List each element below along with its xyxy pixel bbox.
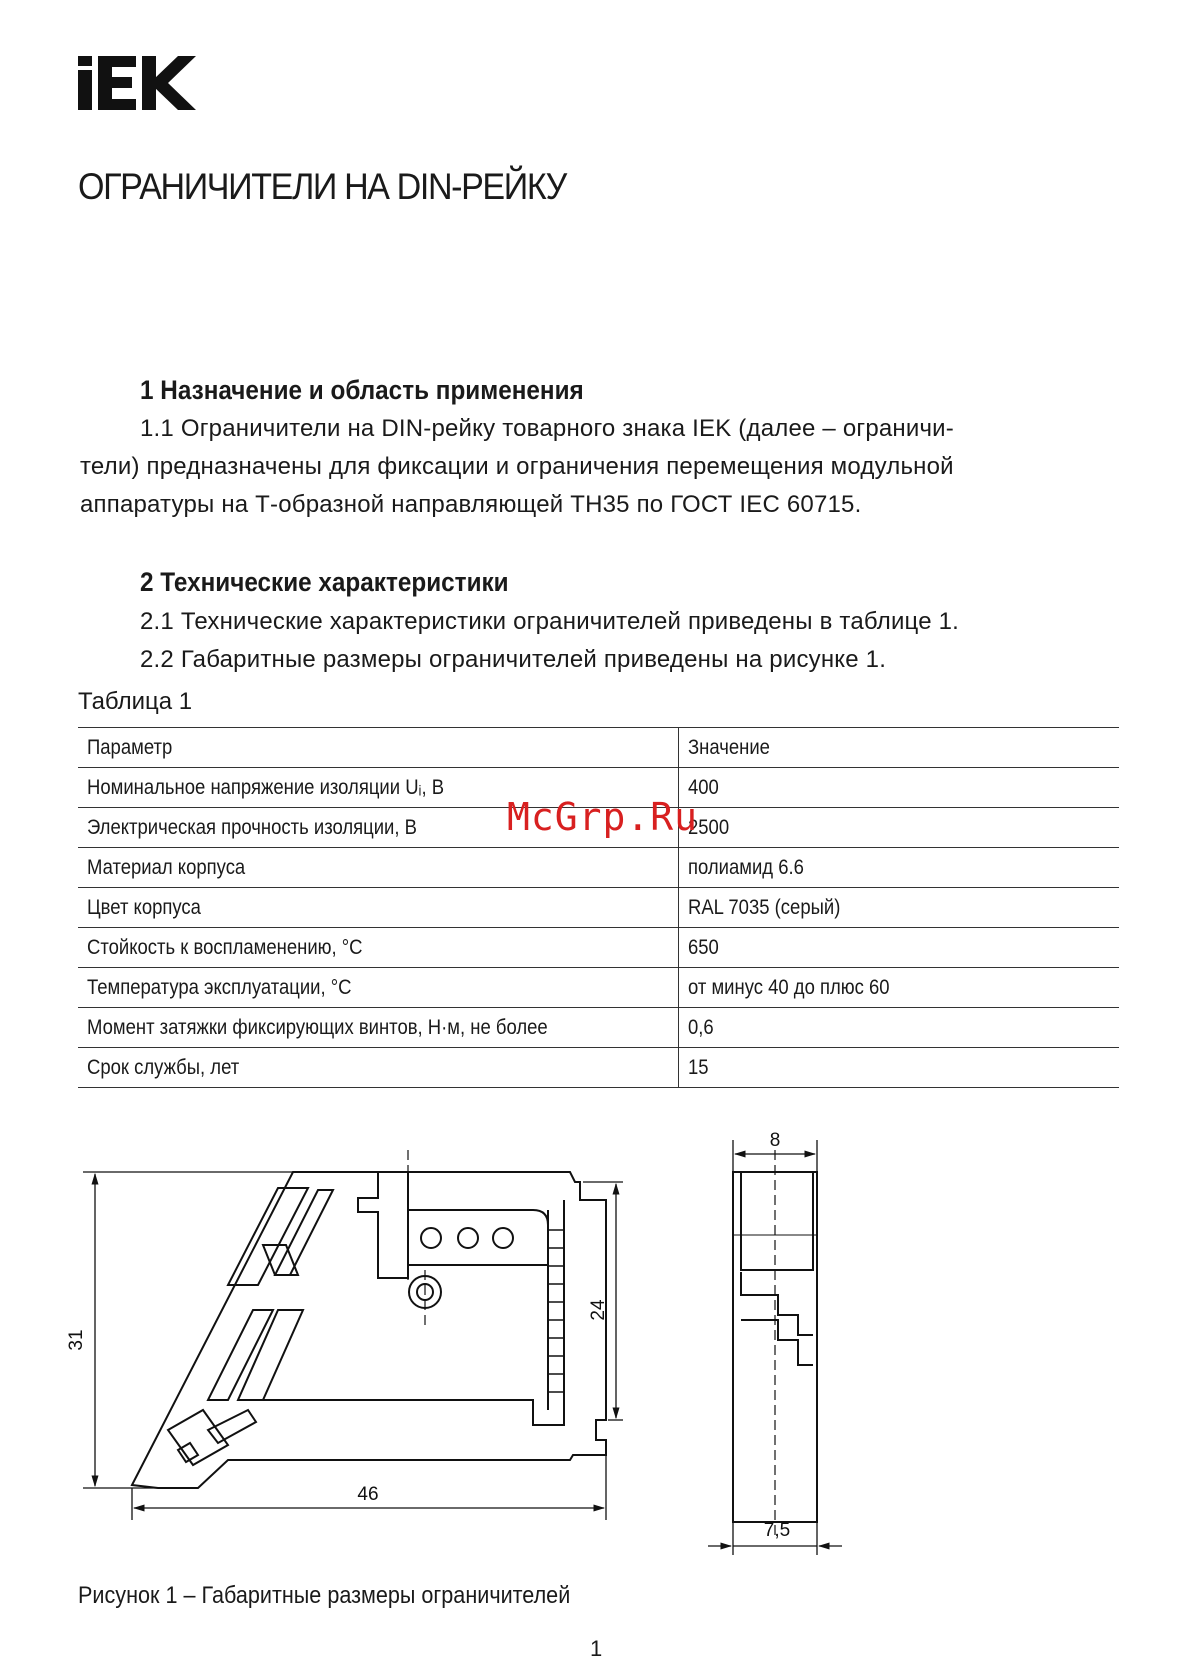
table-cell-value: 15	[679, 1048, 1120, 1088]
table-cell-parameter: Номинальное напряжение изоляции Uᵢ, В	[78, 768, 679, 808]
table-cell-value: 0,6	[679, 1008, 1120, 1048]
table-header-cell: Параметр	[78, 728, 679, 768]
table-row	[78, 888, 1119, 928]
watermark: McGrp.Ru	[507, 795, 699, 839]
dimension-label-8: 8	[769, 1130, 781, 1151]
table-cell-parameter: Стойкость к воспламенению, °С	[78, 928, 679, 968]
table-cell-value: полиамид 6.6	[679, 848, 1120, 888]
table-cell-parameter: Материал корпуса	[78, 848, 679, 888]
dimension-label-46: 46	[357, 1484, 379, 1505]
table-cell-value: 2500	[679, 808, 1120, 848]
table-cell-parameter: Температура эксплуатации, °С	[78, 968, 679, 1008]
section2-paragraph2: 2.2 Габаритные размеры ограничителей приведены на рисунке 1.	[140, 646, 887, 673]
iek-logo	[78, 56, 196, 110]
table-cell-parameter: Момент затяжки фиксирующих винтов, Н·м, не более	[78, 1008, 679, 1048]
section2-paragraph1: 2.1 Технические характеристики ограничителей приведены в таблице 1.	[140, 608, 960, 635]
section2-heading: 2 Технические характеристики	[140, 567, 509, 597]
table-cell-value: от минус 40 до плюс 60	[679, 968, 1120, 1008]
dimension-label-31: 31	[66, 1329, 87, 1351]
section1-paragraph-line2: тели) предназначены для фиксации и ограничения перемещения модульной	[80, 453, 954, 480]
section1-heading: 1 Назначение и область применения	[140, 375, 584, 405]
table-header-cell: Значение	[679, 728, 1120, 768]
dimension-drawing	[66, 1110, 978, 1570]
table-caption: Таблица 1	[78, 688, 193, 715]
page-title: ОГРАНИЧИТЕЛИ НА DIN-РЕЙКУ	[78, 166, 566, 207]
figure-caption: Рисунок 1 – Габаритные размеры ограничителей	[78, 1582, 571, 1609]
specs-table	[78, 727, 1119, 1088]
table-cell-value: 400	[679, 768, 1120, 808]
table-row	[78, 848, 1119, 888]
table-row	[78, 928, 1119, 968]
table-row	[78, 968, 1119, 1008]
table-cell-parameter: Срок службы, лет	[78, 1048, 679, 1088]
dimension-label-7-5: 7,5	[763, 1520, 791, 1541]
table-cell-parameter: Цвет корпуса	[78, 888, 679, 928]
table-cell-parameter: Электрическая прочность изоляции, В	[78, 808, 679, 848]
table-cell-value: 650	[679, 928, 1120, 968]
section1-paragraph-line1: 1.1 Ограничители на DIN-рейку товарного знака IEK (далее – ограничи-	[140, 415, 954, 442]
table-row	[78, 1048, 1119, 1088]
table-cell-value: RAL 7035 (серый)	[679, 888, 1120, 928]
dimension-label-24: 24	[588, 1299, 609, 1321]
table-header-row	[78, 728, 1119, 768]
page-number: 1	[590, 1636, 603, 1661]
section1-paragraph-line3: аппаратуры на Т-образной направляющей ТН35 по ГОСТ IEC 60715.	[80, 491, 862, 518]
table-row	[78, 1008, 1119, 1048]
front-view	[132, 1172, 606, 1488]
